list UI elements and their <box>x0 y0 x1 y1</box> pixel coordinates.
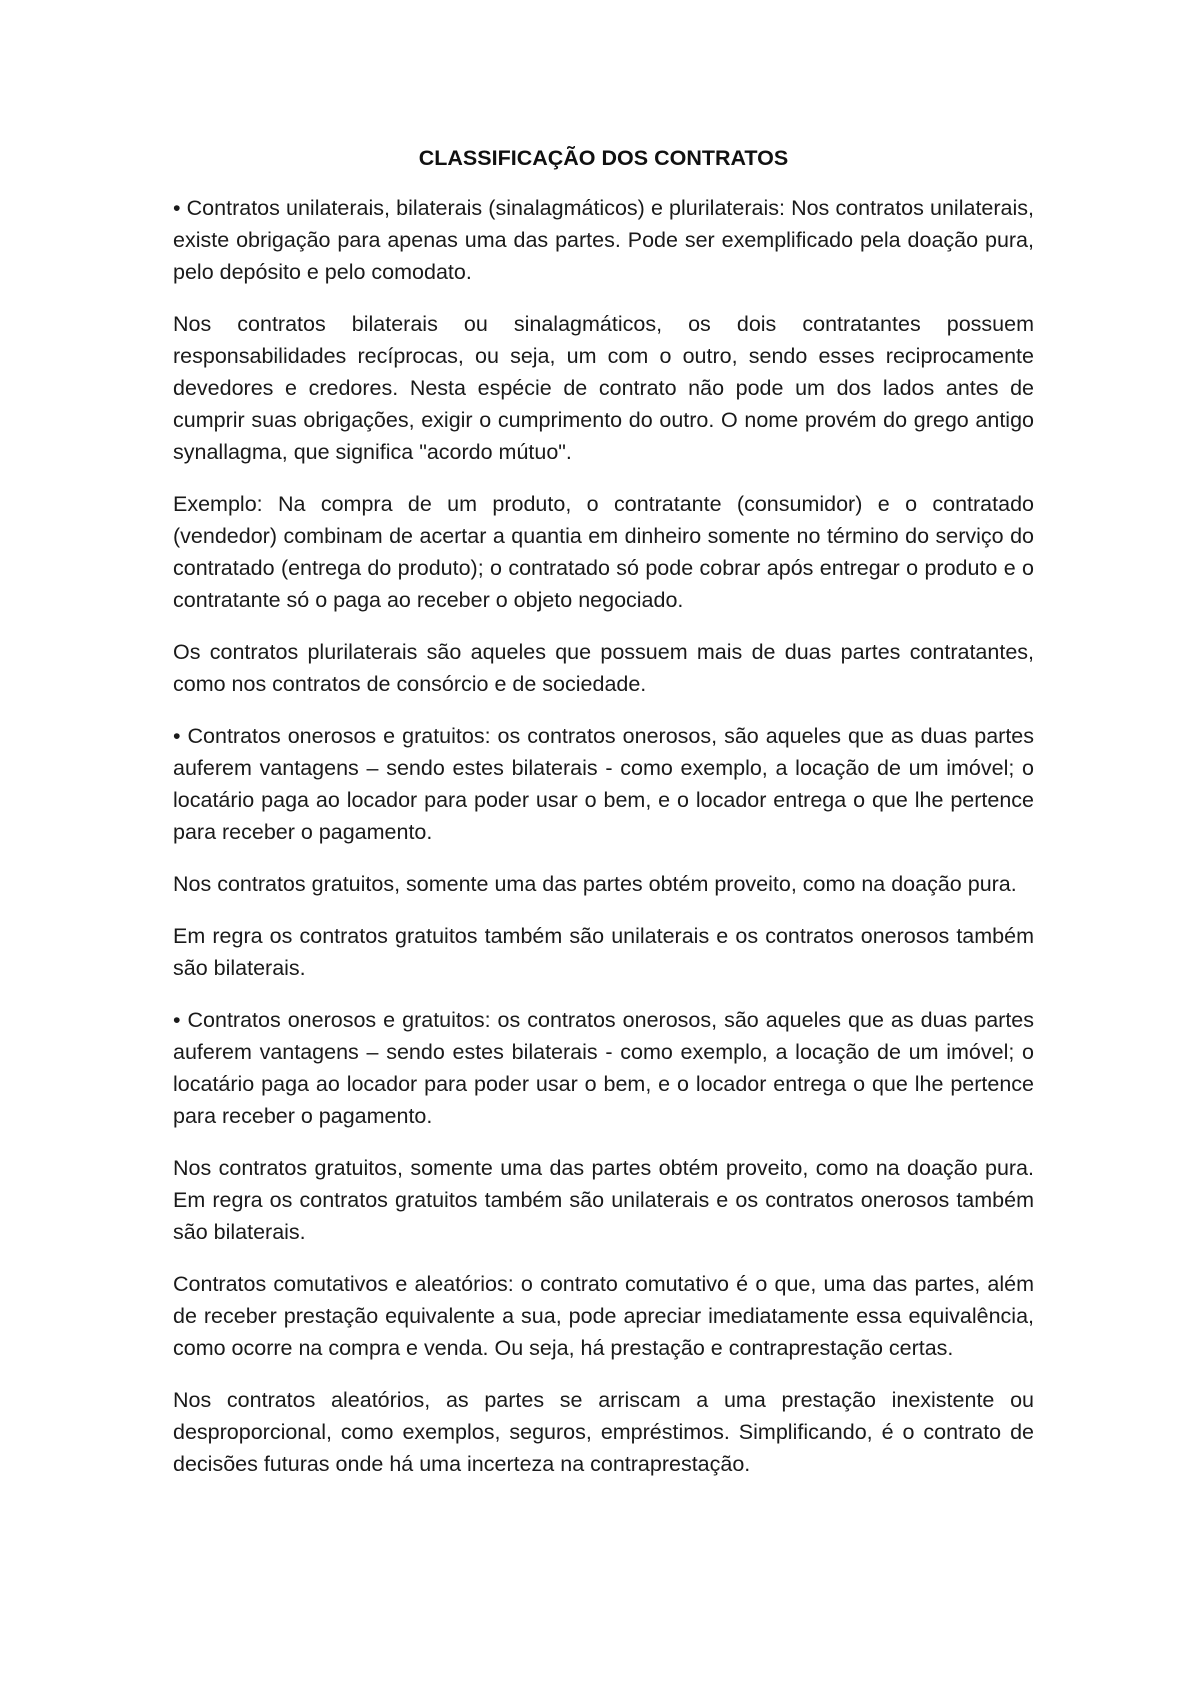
paragraph: Exemplo: Na compra de um produto, o contratante (consumidor) e o contratado (vendedor) combinam de acertar a quantia em dinheiro somente no término do serviço do contratado (entrega do produto); o contratado só pode cobrar após entregar o produto e o contratante só o paga ao receber o objeto negociado. <box>173 492 1034 612</box>
paragraph: Nos contratos aleatórios, as partes se arriscam a uma prestação inexistente ou desproporcional, como exemplos, seguros, empréstimos. Simplificando, é o contrato de decisões futuras onde há uma incerteza na contraprestação. <box>173 1388 1034 1476</box>
paragraph: Os contratos plurilaterais são aqueles que possuem mais de duas partes contratantes, como nos contratos de consórcio e de sociedade. <box>173 640 1034 696</box>
paragraph: Nos contratos gratuitos, somente uma das partes obtém proveito, como na doação pura. <box>173 872 1017 896</box>
paragraph: • Contratos unilaterais, bilaterais (sinalagmáticos) e plurilaterais: Nos contratos unilaterais, existe obrigação para apenas uma das partes. Pode ser exemplificado pela doação pura, pelo depósito e pelo comodato. <box>173 196 1034 284</box>
paragraph: Nos contratos bilaterais ou sinalagmáticos, os dois contratantes possuem responsabilidades recíprocas, ou seja, um com o outro, sendo esses reciprocamente devedores e credores. Nesta espécie de contrato não pode um dos lados antes de cumprir suas obrigações, exigir o cumprimento do outro. O nome provém do grego antigo synallagma, que significa "acordo mútuo". <box>173 312 1034 464</box>
paragraph: Em regra os contratos gratuitos também são unilaterais e os contratos onerosos também são bilaterais. <box>173 924 1034 980</box>
paragraph: Nos contratos gratuitos, somente uma das partes obtém proveito, como na doação pura. Em regra os contratos gratuitos também são unilaterais e os contratos onerosos também são bilaterais. <box>173 1156 1034 1244</box>
paragraph: • Contratos onerosos e gratuitos: os contratos onerosos, são aqueles que as duas partes auferem vantagens – sendo estes bilaterais - como exemplo, a locação de um imóvel; o locatário paga ao locador para poder usar o bem, e o locador entrega o que lhe pertence para receber o pagamento. <box>173 1008 1034 1128</box>
paragraph: • Contratos onerosos e gratuitos: os contratos onerosos, são aqueles que as duas partes auferem vantagens – sendo estes bilaterais - como exemplo, a locação de um imóvel; o locatário paga ao locador para poder usar o bem, e o locador entrega o que lhe pertence para receber o pagamento. <box>173 724 1034 844</box>
document-body <box>173 142 1034 1500</box>
paragraph: Contratos comutativos e aleatórios: o contrato comutativo é o que, uma das partes, além de receber prestação equivalente a sua, pode apreciar imediatamente essa equivalência, como ocorre na compra e venda. Ou seja, há prestação e contraprestação certas. <box>173 1272 1034 1360</box>
document-title: CLASSIFICAÇÃO DOS CONTRATOS <box>418 146 789 170</box>
